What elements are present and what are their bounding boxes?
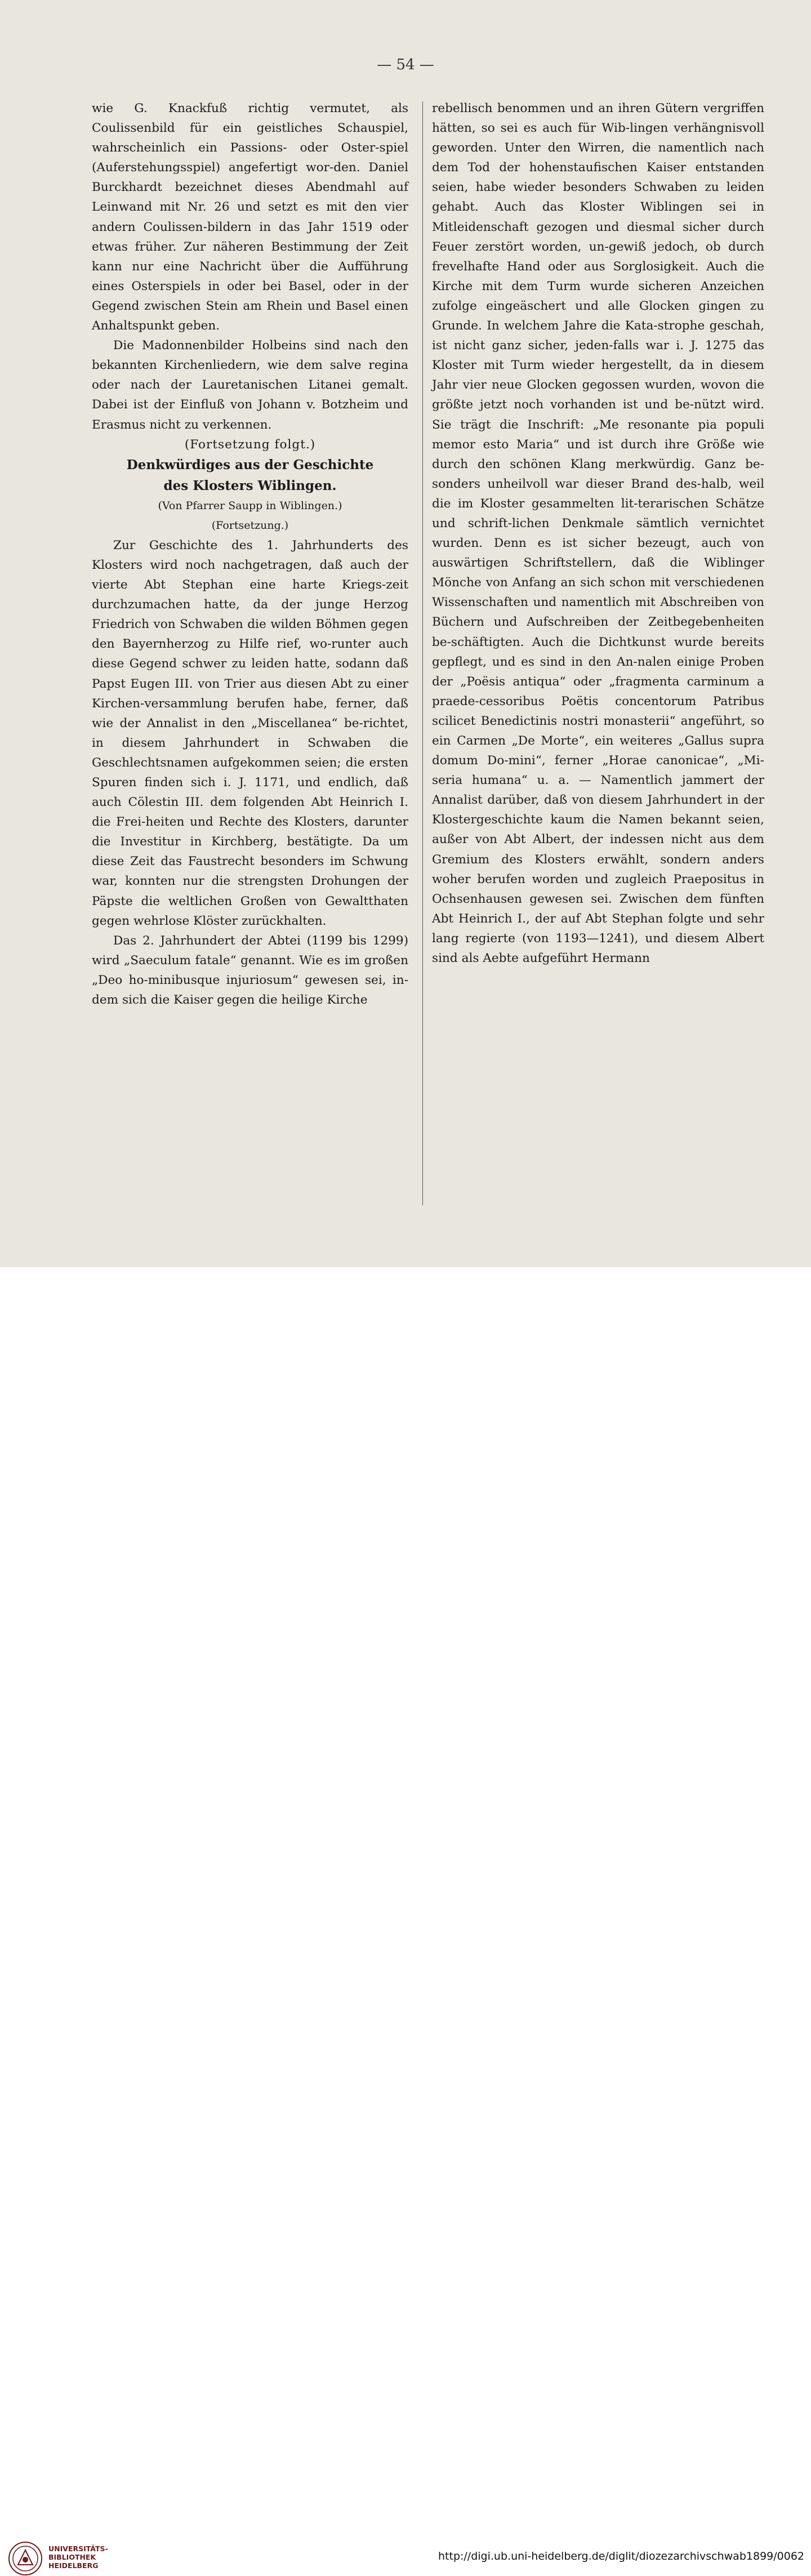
right-paragraph-1: rebellisch benommen und an ihren Gütern vergriffen hätten, so sei es auch für Wib-lingen verhängnisvoll geworden. Unter den Wirren, die namentlich nach dem Tod der hohenstaufischen Kaiser entstanden seien, habe wieder besonders Schwaben zu leiden gehabt. Auch das Kloster Wiblingen sei in Mitleidenschaft gezogen und diesmal sicher durch Feuer zerstört worden, un-gewiß jedoch, ob durch frevelhafte Hand oder aus Sorglosigkeit. Auch die Kirche mit dem Turm wurde sicheren Anzeichen zufolge eingeäschert und alle Glocken gingen zu Grunde. In welchem Jahre die Kata-strophe geschah, ist nicht ganz sicher, jeden-falls war i. J. 1275 das Kloster mit Turm wieder hergestellt, da in diesem Jahr vier neue Glocken gegossen wurden, wovon die größte jetzt noch vorhanden ist und be-nützt wird. Sie trägt die Inschrift: „Me resonante pia populi memor esto Maria“ und ist durch ihre Größe wie durch den schönen Klang merkwürdig. Ganz be-sonders unheilvoll war dieser Brand des-halb, weil die im Kloster gesammelten lit-terarischen Schätze und schrift-lichen Denkmale sämtlich vernichtet wurden. Denn es ist sicher bezeugt, auch von auswärtigen Schriftstellern, daß die Wiblinger Mönche von Anfang an sich schon mit verschiedenen Wissenschaften und namentlich mit Abschreiben von Büchern und Aufschreiben der Zeitbegebenheiten be-schäftigten. Auch die Dichtkunst wurde bereits gepflegt, und es sind in den An-nalen einige Proben der „Poësis antiqua“ oder „fragmenta carminum a praede-cessoribus Poëtis concentorum Patribus scilicet Benedictinis nostri monasterii“ angeführt, so ein Carmen „De Morte“, ein weiteres „Gallus supra domum Do-mini“, ferner „Horae canonicae“, „Mi-seria humana“ u. a. — Namentlich jammert der Annalist darüber, daß von diesem Jahrhundert in der Klostergeschichte kaum die Namen bekannt seien, außer von Abt Albert, der indessen nicht aus dem Gremium des Klosters erwählt, sondern anders woher berufen worden und zugleich Praepositus in Ochsenhausen gewesen sei. Zwischen dem fünften Abt Heinrich I., der auf Abt Stephan folgte und sehr lang regierte (von 1193—1241), und diesem Albert sind als Aebte aufgeführt Hermann	[432, 101, 764, 966]
library-logo-line-3: HEIDELBERG	[48, 2561, 99, 2570]
page-number: — 54 —	[377, 56, 434, 73]
library-logo-line-1: UNIVERSITÄTS-	[48, 2544, 108, 2553]
library-logo-line-2: BIBLIOTHEK	[48, 2553, 96, 2561]
article-heading-line-2: des Klosters Wiblingen.	[163, 478, 337, 493]
right-column	[432, 99, 764, 968]
scanned-page	[0, 0, 811, 1267]
left-paragraph-1: wie G. Knackfuß richtig vermutet, als Coulissenbild für ein geistliches Schauspiel, wahrscheinlich ein Passions- oder Oster-spiel (Auferstehungsspiel) angefertigt wor-den. Daniel Burckhardt bezeichnet dieses Abendmahl auf Leinwand mit Nr. 26 und setzt es mit den vier andern Coulissen-bildern in das Jahr 1519 oder etwas früher. Zur näheren Bestimmung der Zeit kann nur eine Nachricht über die Aufführung eines Osterspiels in oder bei Basel, oder in der Gegend zwischen Stein am Rhein und Basel einen Anhaltspunkt geben.	[92, 101, 408, 333]
article-heading-line-1: Denkwürdiges aus der Geschichte	[126, 457, 374, 473]
library-logo-text	[48, 2544, 108, 2570]
left-paragraph-3: Zur Geschichte des 1. Jahrhunderts des Klosters wird noch nachgetragen, daß auch der vierte Abt Stephan eine harte Kriegs-zeit durchzumachen hatte, da der junge Herzog Friedrich von Schwaben die wilden Böhmen gegen den Bayernherzog zu Hilfe rief, wo-runter auch diese Gegend schwer zu leiden hatte, sodann daß Papst Eugen III. von Trier aus diesen Abt zu einer Kirchen-versammlung berufen habe, ferner, daß wie der Annalist in den „Miscellanea“ be-richtet, in diesem Jahrhundert in Schwaben die Geschlechtsnamen aufgekommen seien; die ersten Spuren finden sich i. J. 1171, und endlich, daß auch Cölestin III. dem folgenden Abt Heinrich I. die Frei-heiten und Rechte des Klosters, darunter die Investitur in Kirchberg, bestätigte. Da um diese Zeit das Faustrecht besonders im Schwung war, konnten nur die strengsten Drohungen der Päpste die weltlichen Großen von Gewaltthaten gegen wehrlose Klöster zurückhalten.	[92, 538, 408, 928]
footer	[0, 1267, 811, 2570]
column-divider	[422, 101, 423, 1205]
continuation-note: (Fortsetzung folgt.)	[184, 437, 316, 452]
left-column	[92, 99, 408, 1010]
article-continued-note: (Fortsetzung.)	[211, 519, 289, 532]
source-url[interactable]: http://digi.ub.uni-heidelberg.de/diglit/diozezarchivschwab1899/0062	[438, 2550, 804, 2562]
left-paragraph-4: Das 2. Jahrhundert der Abtei (1199 bis 1299) wird „Saeculum fatale“ genannt. Wie es im großen „Deo ho-minibusque injuriosum“ gewesen sei, in-dem sich die Kaiser gegen die heilige Kirche	[92, 933, 408, 1008]
university-seal-icon	[8, 2541, 43, 2576]
left-paragraph-2: Die Madonnenbilder Holbeins sind nach den bekannten Kirchenliedern, wie dem salve regina oder nach der Lauretanischen Litanei gemalt. Dabei ist der Einfluß von Johann v. Botzheim und Erasmus nicht zu verkennen.	[92, 338, 408, 432]
article-byline: (Von Pfarrer Saupp in Wiblingen.)	[158, 499, 342, 512]
